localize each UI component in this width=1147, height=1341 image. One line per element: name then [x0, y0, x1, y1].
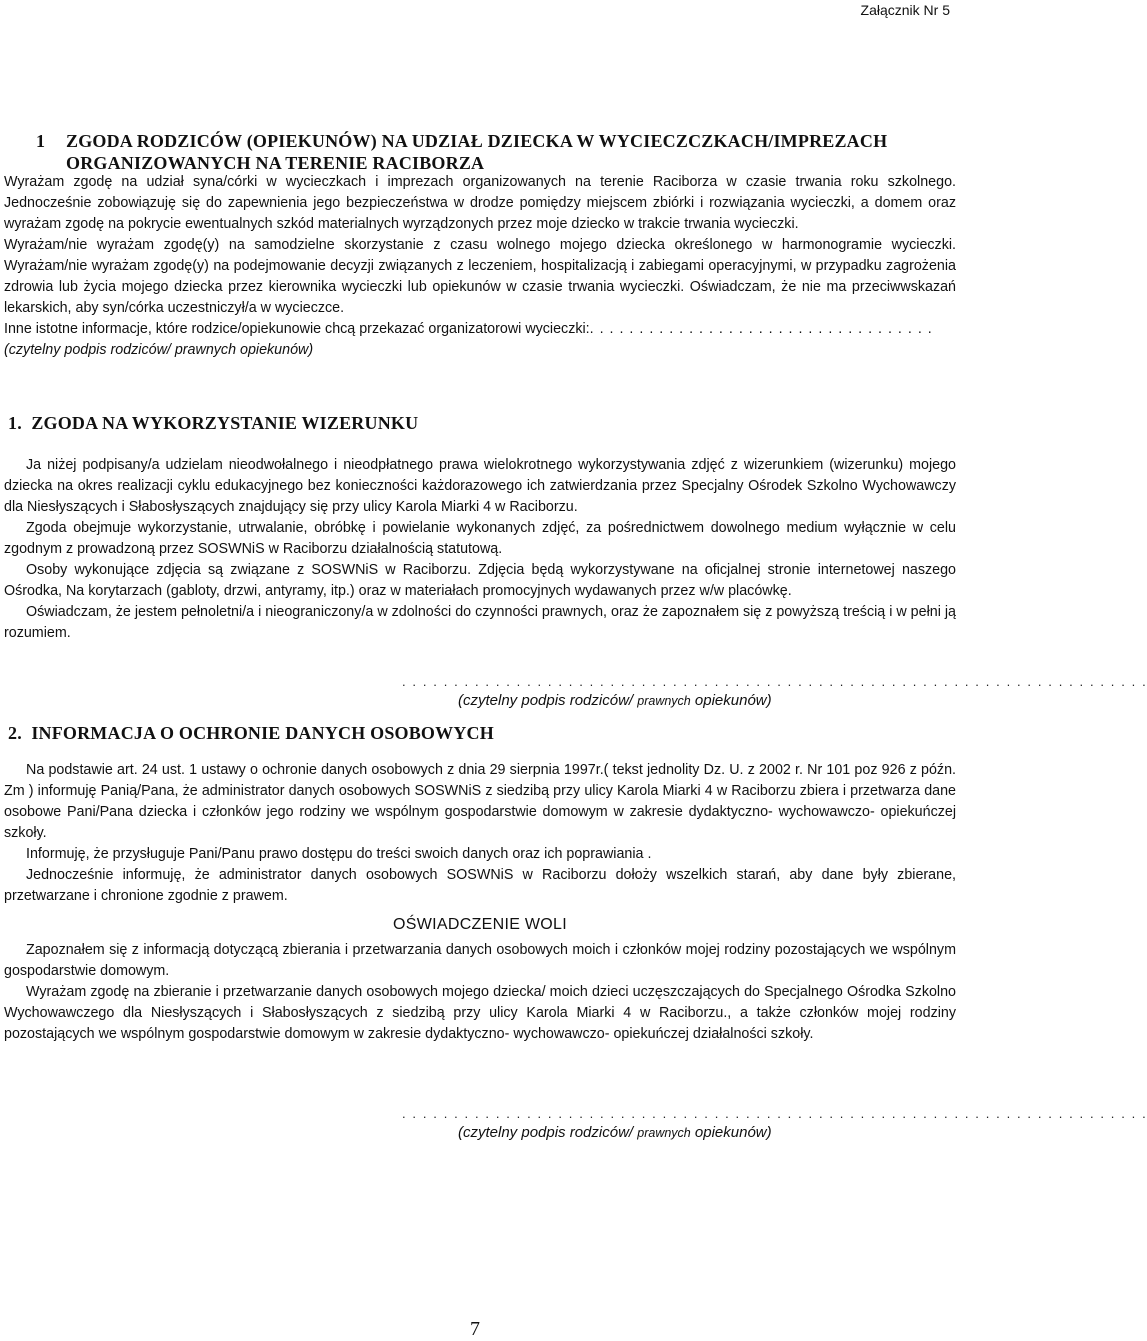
section2-signature-dots: . . . . . . . . . . . . . . . . . . . . . . . . . . . . . . . . . . . . . . . . . . . . . . . . . . . . . . . . . . . . . . . . . . . . . . . . — [402, 674, 1147, 689]
section2-number: 1. — [8, 413, 22, 433]
signature-caption-main: (czytelny podpis rodziców/ — [458, 692, 638, 709]
section1-title-line2: ORGANIZOWANYCH NA TERENIE RACIBORZA — [66, 153, 485, 173]
section1-paragraph: Wyrażam zgodę na udział syna/córki w wycieczkach i imprezach organizowanych na terenie Raciborza w czasie trwania roku szkolnego. Jednocześnie zobowiązuję się do zapewnienia jego bezpieczeństwa w drodze pomiędzy miejscem zbiórki i rozwiązania wycieczki, a domem oraz wyrażam zgodę na pokrycie ewentualnych szkód materialnych wyrządzonych przez moje dziecko w trakcie trwania wycieczki. — [4, 174, 956, 232]
section2-paragraph: Oświadczam, że jestem pełnoletni/a i nieograniczony/a w zdolności do czynności prawnych, oraz że zapoznałem się z powyższą treścią i w pełni ją rozumiem. — [4, 604, 956, 641]
section3-number: 2. — [8, 723, 22, 743]
section1-other-info — [4, 319, 956, 340]
section2-heading — [8, 412, 418, 434]
section1-body — [4, 172, 956, 361]
section1-signature-caption: (czytelny podpis rodziców/ prawnych opiekunów) — [4, 342, 314, 358]
section3-signature-caption — [458, 1124, 772, 1141]
declaration-body — [4, 940, 956, 1045]
section3-signature-dots: . . . . . . . . . . . . . . . . . . . . . . . . . . . . . . . . . . . . . . . . . . . . . . . . . . . . . . . . . . . . . . . . . . . . . . . . — [402, 1106, 1147, 1121]
section3-title: INFORMACJA O OCHRONIE DANYCH OSOBOWYCH — [31, 723, 494, 743]
declaration-title: OŚWIADCZENIE WOLI — [393, 916, 567, 933]
section1-other-info-text: Inne istotne informacje, które rodzice/opiekunowie chcą przekazać organizatorowi wycieczki: — [4, 321, 590, 337]
section1-dotted-line: . . . . . . . . . . . . . . . . . . . . . . . . . . . . . . . . . . . — [589, 321, 933, 337]
section3-paragraph: Na podstawie art. 24 ust. 1 ustawy o ochronie danych osobowych z dnia 29 sierpnia 1997r.( tekst jednolity Dz. U. z 2002 r. Nr 101 poz 926 z późn. Zm ) informuję Panią/Pana, że administrator danych osobowych SOSWNiS z siedzibą przy ulicy Karola Miarki 4 w Raciborzu zbiera i przetwarza dane osobowe Pani/Pana dziecka i członków jego rodziny we wspólnym gospodarstwie domowym w zakresie dydaktyczno- wychowawczo- opiekuńczej szkoły. — [4, 762, 956, 841]
signature-caption-small: prawnych — [637, 1126, 691, 1140]
section1-title-line1: ZGODA RODZICÓW (OPIEKUNÓW) NA UDZIAŁ DZIECKA W WYCIECZCZKACH/IMPREZACH — [66, 131, 888, 151]
signature-caption-end: opiekunów) — [690, 692, 772, 709]
section3-heading — [8, 722, 494, 744]
section2-paragraph: Ja niżej podpisany/a udzielam nieodwołalnego i nieodpłatnego prawa wielokrotnego wykorzystywania zdjęć z wizerunkiem (wizerunku) mojego dziecka na okres realizacji cyklu edukacyjnego bez konieczności każdorazowego ich zatwierdzania przez Specjalny Ośrodek Szkolno Wychowawczy dla Niesłyszących i Słabosłyszących znajdujący się przy ulicy Karola Miarki 4 w Raciborzu. — [4, 457, 956, 515]
section1-paragraph: Wyrażam/nie wyrażam zgodę(y) na samodzielne skorzystanie z czasu wolnego mojego dziecka określonego w harmonogramie wycieczki. Wyrażam/nie wyrażam zgodę(y) na podejmowanie decyzji związanych z leczeniem, hospitalizacją i zabiegami operacyjnymi, w przypadku zagrożenia zdrowia lub życia mojego dziecka przez kierownika wycieczki lub opiekunów w czasie trwania wycieczki. Oświadczam, że nie ma przeciwwskazań lekarskich, aby syn/córka uczestniczył/a w wycieczce. — [4, 237, 956, 316]
section3-paragraph: Jednocześnie informuję, że administrator danych osobowych SOSWNiS w Raciborzu dołoży wszelkich starań, aby dane były zbierane, przetwarzane i chronione zgodnie z prawem. — [4, 867, 956, 904]
section3-paragraph: Informuję, że przysługuje Pani/Panu prawo dostępu do treści swoich danych oraz ich poprawiania . — [26, 846, 652, 862]
section2-signature-caption — [458, 692, 772, 709]
section2-title: ZGODA NA WYKORZYSTANIE WIZERUNKU — [31, 413, 419, 433]
declaration-paragraph: Wyrażam zgodę na zbieranie i przetwarzanie danych osobowych mojego dziecka/ moich dzieci uczęszczających do Specjalnego Ośrodka Szkolno Wychowawczego dla Niesłyszących i Słabosłyszących z siedzibą przy ulicy Karola Miarki 4 w Raciborzu., a także członków mojej rodziny pozostających we wspólnym gospodarstwie domowym w zakresie dydaktyczno- wychowawczo- opiekuńczej działalności szkoły. — [4, 984, 956, 1042]
section2-paragraph: Zgoda obejmuje wykorzystanie, utrwalanie, obróbkę i powielanie wykonanych zdjęć, za pośrednictwem dowolnego medium wyłącznie w celu zgodnym z prowadzoną przez SOSWNiS w Raciborzu działalnością statutową. — [4, 520, 956, 557]
section1-number: 1 — [36, 131, 46, 151]
signature-caption-small: prawnych — [637, 694, 691, 708]
annex-label: Załącznik Nr 5 — [860, 2, 950, 18]
signature-caption-main: (czytelny podpis rodziców/ — [458, 1124, 638, 1141]
section3-body — [4, 760, 956, 907]
page-number: 7 — [470, 1318, 480, 1340]
signature-caption-end: opiekunów) — [690, 1124, 772, 1141]
section1-heading — [36, 130, 956, 174]
section2-body — [4, 455, 956, 644]
section2-paragraph: Osoby wykonujące zdjęcia są związane z SOSWNiS w Raciborzu. Zdjęcia będą wykorzystywane na oficjalnej stronie internetowej naszego Ośrodka, Na korytarzach (gabloty, drzwi, antyramy, itp.) oraz w materiałach promocyjnych wydawanych przez w/w placówkę. — [4, 562, 956, 599]
declaration-paragraph: Zapoznałem się z informacją dotyczącą zbierania i przetwarzania danych osobowych moich i członków mojej rodziny pozostających we wspólnym gospodarstwie domowym. — [4, 942, 956, 979]
